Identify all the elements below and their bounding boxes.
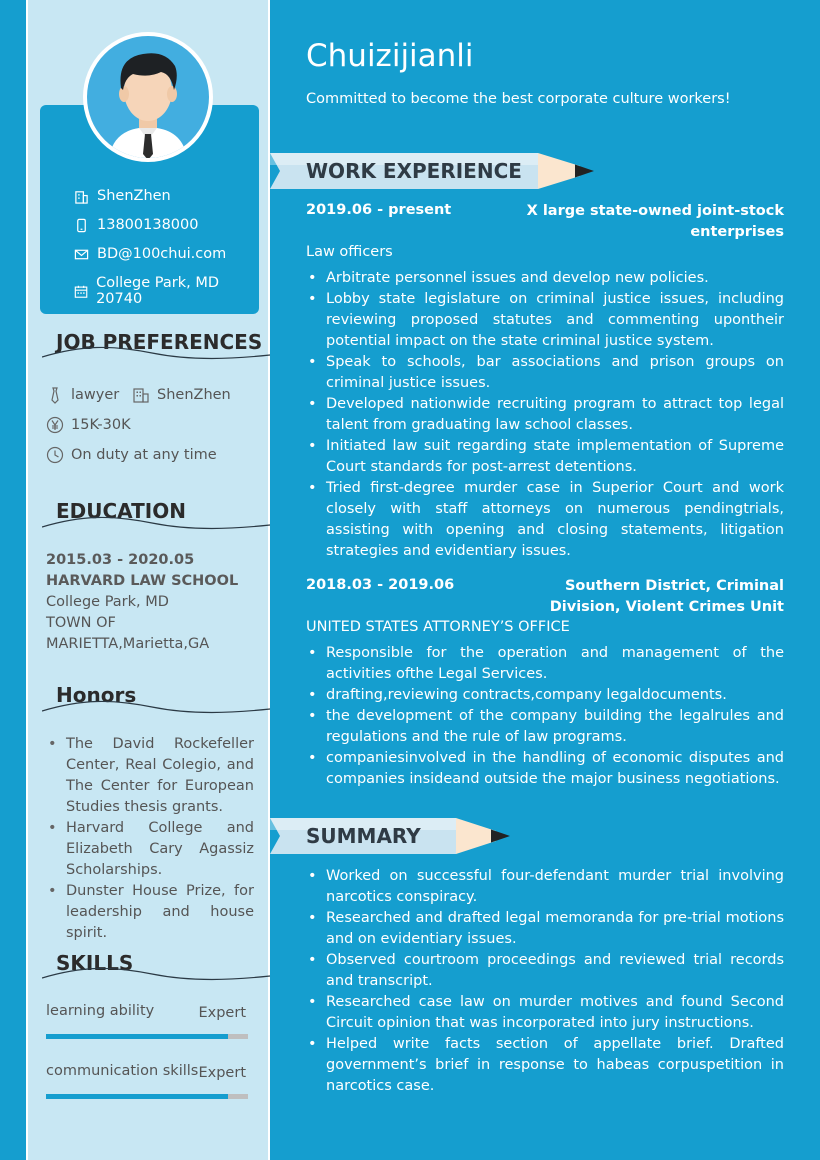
list-item: • Dunster House Prize, for leadership and house spirit. [46, 881, 254, 944]
skill-bar-fill [46, 1034, 228, 1039]
clock-icon [46, 446, 64, 464]
wave-divider [42, 697, 270, 717]
skill-level: Expert [198, 1005, 246, 1021]
pref-salary [46, 416, 131, 434]
job-role: Law officers [306, 244, 393, 260]
calendar-icon [74, 284, 88, 299]
summary-title: SUMMARY [306, 824, 421, 848]
list-item: • Arbitrate personnel issues and develop new policies. [306, 268, 784, 289]
pref-city-text: ShenZhen [157, 387, 231, 403]
education-dates: 2015.03 - 2020.05 [46, 552, 195, 568]
contact-address [74, 275, 259, 307]
skill-bar [46, 1034, 248, 1039]
skill-bar-fill [46, 1094, 228, 1099]
list-item: • The David Rockefeller Center, Real Colegio, and The Center for European Studies thesis grants. [46, 734, 254, 818]
tagline: Committed to become the best corporate culture workers! [306, 91, 731, 107]
building-icon [132, 386, 150, 404]
contact-phone [74, 217, 198, 233]
list-item: • drafting,reviewing contracts,company legaldocuments. [306, 685, 784, 706]
left-sidebar [26, 0, 270, 1160]
page-title: Chuizijianli [306, 38, 474, 74]
list-item: • Worked on successful four-defendant murder trial involving narcotics conspiracy. [306, 866, 784, 908]
job-company: Southern District, Criminal Division, Violent Crimes Unit [549, 578, 784, 615]
contact-address-text: College Park, MD 20740 [96, 275, 220, 307]
honors-title: Honors [56, 683, 137, 707]
education-location: TOWN OF [46, 615, 116, 631]
list-item: • Lobby state legislature on criminal justice issues, including reviewing proposed statutes and commenting upontheir potential impact on the state criminal justice system. [306, 289, 784, 352]
list-item: • Responsible for the operation and management of the activities ofthe Legal Services. [306, 643, 784, 685]
education-school: HARVARD LAW SCHOOL [46, 573, 239, 589]
job-dates: 2018.03 - 2019.06 [306, 577, 455, 593]
job-bullets [306, 643, 784, 790]
contact-phone-text: 13800138000 [97, 217, 199, 233]
job-role: UNITED STATES ATTORNEY’S OFFICE [306, 619, 570, 635]
job-preferences-title: JOB PREFERENCES [56, 330, 263, 354]
list-item: • Helped write facts section of appellate brief. Drafted government’s brief in response to habeas corpuspetition in narcotics case. [306, 1034, 784, 1097]
skills-title: SKILLS [56, 951, 134, 975]
yen-icon [46, 416, 64, 434]
work-experience-title: WORK EXPERIENCE [306, 159, 522, 183]
wave-divider [42, 513, 270, 533]
pref-salary-text: 15K-30K [71, 417, 131, 433]
list-item: • Initiated law suit regarding state implementation of Supreme Court standards for post-arrest detentions. [306, 436, 784, 478]
job-dates: 2019.06 - present [306, 202, 452, 218]
wave-divider [42, 343, 270, 363]
contact-city [74, 188, 171, 204]
list-item: • Researched and drafted legal memoranda for pre-trial motions and on evidentiary issues. [306, 908, 784, 950]
avatar-illustration [87, 36, 209, 158]
list-item: • the development of the company building the legalrules and regulations and the rule of law programs. [306, 706, 784, 748]
contact-email [74, 246, 226, 262]
building-icon [74, 189, 89, 204]
education-location: College Park, MD [46, 594, 169, 610]
pref-city [132, 386, 231, 404]
contact-city-text: ShenZhen [97, 188, 171, 204]
list-item: • Developed nationwide recruiting program to attract top legal talent from graduating law school classes. [306, 394, 784, 436]
pref-availability-text: On duty at any time [71, 447, 217, 463]
job-bullets [306, 268, 784, 562]
phone-icon [74, 218, 89, 233]
education-title: EDUCATION [56, 499, 186, 523]
mail-icon [74, 247, 89, 262]
education-location: MARIETTA,Marietta,GA [46, 636, 210, 652]
list-item: • Speak to schools, bar associations and prison groups on criminal justice issues. [306, 352, 784, 394]
list-item: • Tried first-degree murder case in Superior Court and work closely with staff attorneys on numerous pendingtrials, assisting with opening and closing statements, litigation strategies and evidentiary issues. [306, 478, 784, 562]
contact-email-text: BD@100chui.com [97, 246, 227, 262]
honors-list [46, 734, 254, 944]
list-item: • Researched case law on murder motives and found Second Circuit opinion that was incorporated into jury instructions. [306, 992, 784, 1034]
pref-position-text: lawyer [71, 387, 120, 403]
list-item: • Harvard College and Elizabeth Cary Agassiz Scholarships. [46, 818, 254, 881]
pref-position [46, 386, 119, 404]
tie-icon [46, 386, 64, 404]
skill-level: Expert [198, 1065, 246, 1081]
avatar [83, 32, 213, 162]
summary-bullets [306, 866, 784, 1097]
job-company: X large state-owned joint-stock enterprises [526, 203, 784, 240]
skill-bar [46, 1094, 248, 1099]
wave-divider [42, 964, 270, 984]
skill-name: communication skills [46, 1063, 199, 1079]
pref-availability [46, 446, 217, 464]
list-item: • Observed courtroom proceedings and reviewed trial records and transcript. [306, 950, 784, 992]
list-item: • companiesinvolved in the handling of economic disputes and companies insideand outside the major business negotiations. [306, 748, 784, 790]
skill-name: learning ability [46, 1003, 155, 1019]
